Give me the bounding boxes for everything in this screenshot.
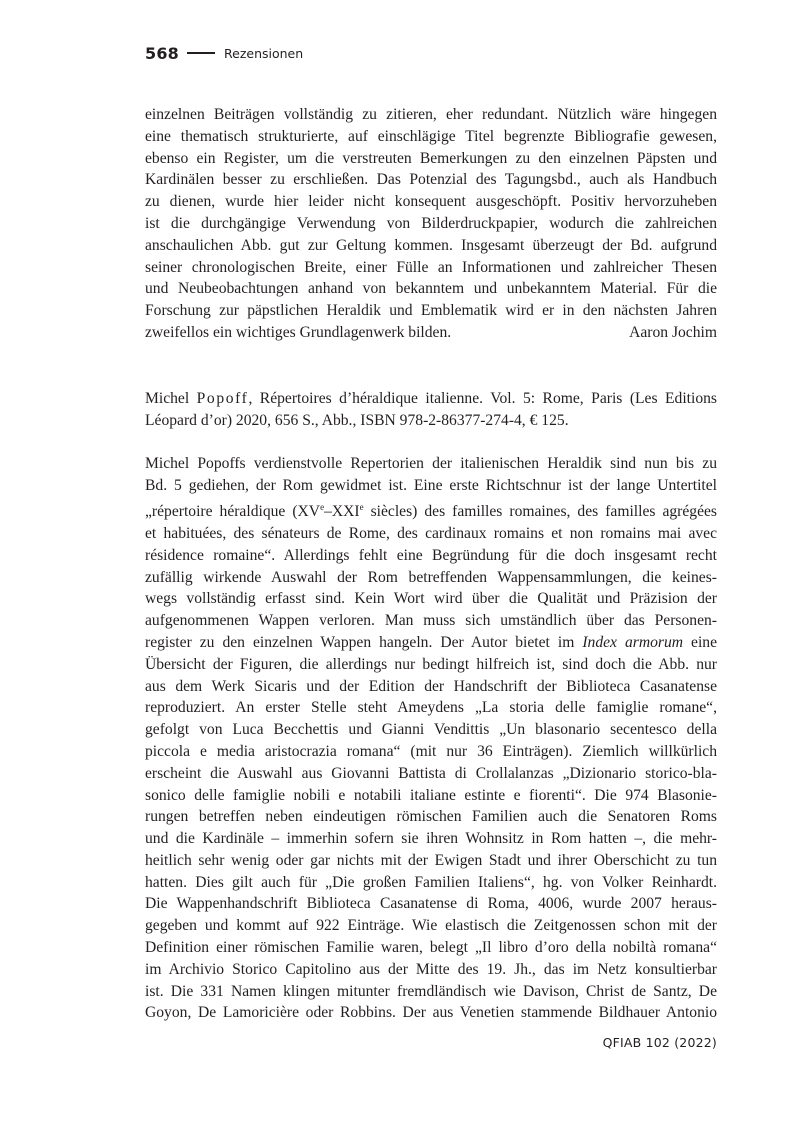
text-line: ist. Die 331 Namen klingen mitunter fremdländisch wie Davison, Christ de Santz, De (145, 982, 717, 1000)
text-line: zu dienen, wurde hier leider nicht konsequent ausgeschöpft. Positiv hervorzuheben (145, 193, 717, 211)
text-line: heitlich sehr wenig oder gar nichts mit der Ewigen Stadt und ihrer Oberschicht zu tun (145, 851, 717, 869)
text-line: résidence romaine“. Allerdings fehlt eine Begründung für die doch insgesamt recht (145, 546, 717, 564)
review-2-body (145, 453, 717, 1024)
text-line: Kardinälen besser zu erschließen. Das Potenzial des Tagungsbd., auch als Handbuch (145, 171, 717, 189)
text-line: im Archivio Storico Capitolino aus der Mitte des 19. Jh., das im Netz konsultierbar (145, 960, 717, 978)
text-line: ist die durchgängige Verwendung von Bilderdruckpapier, wodurch die zahlreichen (145, 214, 717, 232)
review-1-conclusion (145, 104, 717, 344)
text-line: Michel Popoffs verdienstvolle Repertorien der italienischen Heraldik sind nun bis zu (145, 455, 717, 473)
text-line: wegs vollständig erfasst sind. Kein Wort wird über die Qualität und Präzision der (145, 590, 717, 608)
text-line: rungen betreffen neben eindeutigen römischen Familien auch die Senatoren Roms (145, 808, 717, 826)
biblio-line: Léopard d’or) 2020, 656 S., Abb., ISBN 978-2-86377-274-4, € 125. (145, 411, 569, 429)
text-line: ebenso ein Register, um die verstreuten Bemerkungen zu den einzelnen Päpsten und (145, 149, 717, 167)
text-line: et habituées, des sénateurs de Rome, des cardinaux romains et non romains mai avec (145, 524, 717, 542)
text-line: zweifellos ein wichtiges Grundlagenwerk bilden. (145, 323, 452, 341)
biblio-line (145, 388, 717, 410)
text-line: reproduziert. An erster Stelle steht Ameydens „La storia delle famiglie romane“, (145, 699, 717, 717)
text-line: seiner chronologischen Breite, einer Fülle an Informationen und zahlreicher Thesen (145, 258, 717, 276)
text-line: piccola e media aristocrazia romana“ (mit nur 36 Einträgen). Ziemlich willkürlich (145, 742, 717, 760)
journal-footer: QFIAB 102 (2022) (602, 1035, 717, 1050)
text-line: erscheint die Auswahl aus Giovanni Battista di Crollalanzas „Dizionario storico-bla- (145, 764, 717, 782)
text-line: Definition einer römischen Familie waren, belegt „Il libro d’oro della nobiltà romana“ (145, 939, 717, 957)
main-text (145, 104, 717, 1024)
text-line: eine thematisch strukturierte, auf einschlägige Titel begrenzte Bibliografie gewesen, (145, 127, 717, 145)
biblio-title: , Répertoires d’héraldique italienne. Vol. 5: Rome, Paris (Les Editions (248, 389, 717, 407)
text-line: gegeben und kommt auf 922 Einträge. Wie elastisch die Zeitgenossen schon mit der (145, 917, 717, 935)
text-line: Die Wappenhandschrift Biblioteca Casanatense di Roma, 4006, wurde 2007 heraus- (145, 895, 717, 913)
text-fragment: siècles) des familles romaines, des familles agrégées (363, 503, 717, 521)
text-fragment: register zu den einzelnen Wappen hangeln. Der Autor bietet im (145, 633, 583, 651)
text-line: und Neubeobachtungen anhand von bekanntem und unbekanntem Material. Für die (145, 280, 717, 298)
text-fragment: „répertoire héraldique (XV (145, 503, 321, 521)
text-line: gefolgt von Luca Becchettis und Gianni Vendittis „Un blasonario secentesco della (145, 721, 717, 739)
text-line: und die Kardinäle – immerhin sofern sie ihren Wohnsitz in Rom hatten –, die mehr- (145, 830, 717, 848)
superscript: e (320, 501, 325, 512)
text-line: zufällig wirkende Auswahl der Rom betreffenden Wappensammlungen, die keines- (145, 568, 717, 586)
text-line: aus dem Werk Sicaris und der Edition der Handschrift der Biblioteca Casanatense (145, 677, 717, 695)
text-line: anschaulichen Abb. gut zur Geltung kommen. Insgesamt überzeugt der Bd. aufgrund (145, 236, 717, 254)
text-fragment: eine (683, 633, 717, 651)
text-line: sonico delle famiglie nobili e notabili italiane estinte e fiorenti“. Die 974 Blasonie- (145, 786, 717, 804)
text-line (145, 632, 717, 654)
signoff-line (145, 322, 717, 344)
header-rule (187, 52, 215, 54)
author-last-name: Popoff (196, 389, 249, 407)
italic-term: Index armorum (582, 633, 684, 651)
text-line (145, 497, 717, 523)
text-line: aufgenommenen Wappen verloren. Man muss sich umständlich über das Personen- (145, 612, 717, 630)
running-header (145, 42, 303, 64)
text-fragment: –XXI (324, 503, 360, 521)
text-line: einzelnen Beiträgen vollständig zu zitieren, eher redundant. Nützlich wäre hingegen (145, 106, 717, 123)
text-line: Bd. 5 gediehen, der Rom gewidmet ist. Eine erste Richtschnur ist der lange Untertitel (145, 477, 717, 495)
text-line: hatten. Dies gilt auch für „Die großen Familien Italiens“, hg. von Volker Reinhardt. (145, 873, 717, 891)
text-line: Übersicht der Figuren, die allerdings nur bedingt hilfreich ist, sind doch die Abb. nur (145, 655, 717, 673)
bibliographic-entry (145, 388, 717, 432)
section-title: Rezensionen (224, 45, 304, 61)
page-number: 568 (145, 43, 179, 63)
text-line: Goyon, De Lamoricière oder Robbins. Der aus Venetien stammende Bildhauer Antonio (145, 1004, 717, 1022)
superscript: e (359, 501, 364, 512)
reviewer-name: Aaron Jochim (629, 323, 717, 341)
author-first-name: Michel (145, 389, 190, 407)
text-line: Forschung zur päpstlichen Heraldik und Emblematik wird er in den nächsten Jahren (145, 302, 717, 320)
